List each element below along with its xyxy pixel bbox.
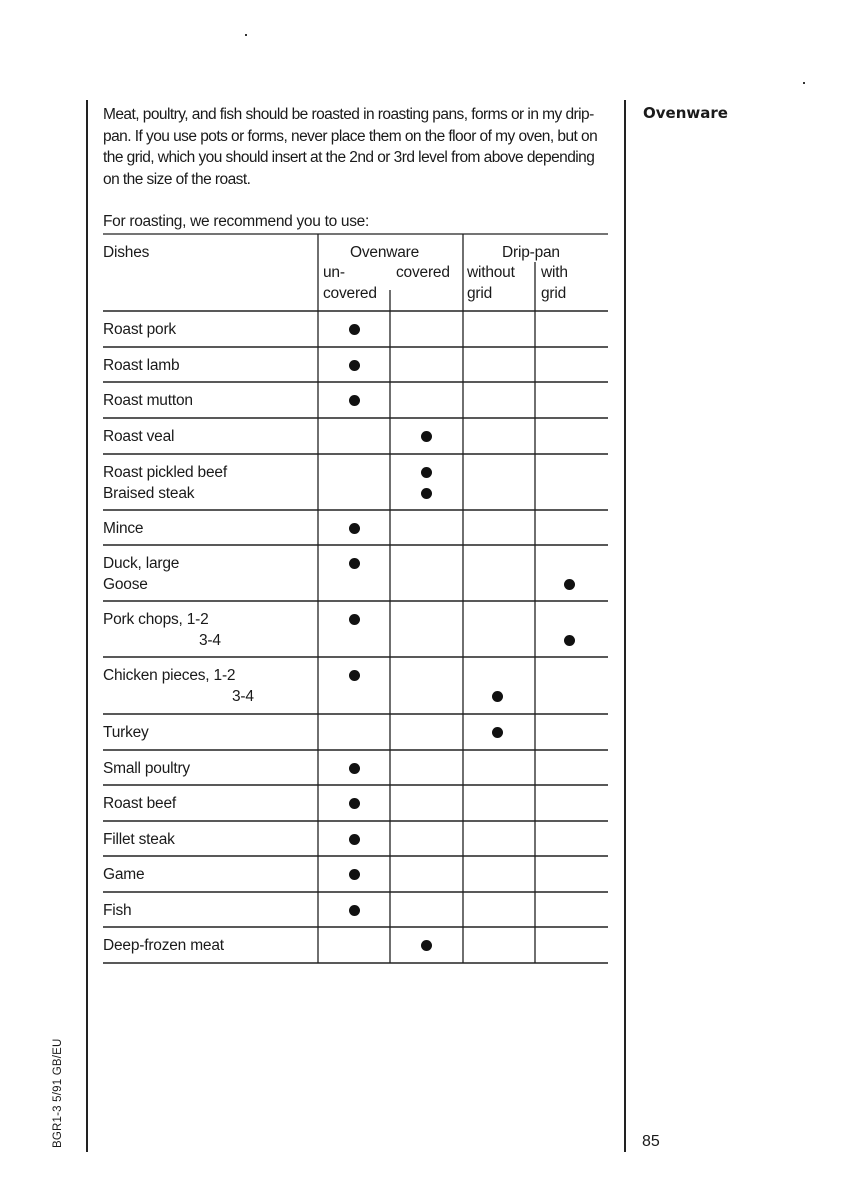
recommendation-dot [564,635,575,646]
recommendation-dot [349,869,360,880]
recommendation-dot [349,798,360,809]
dish-name: Roast veal [103,428,175,445]
dish-name: Pork chops, 1-2 [103,611,209,628]
recommendation-dot [492,691,503,702]
dish-name: Roast mutton [103,392,193,409]
recommendation-dot [349,905,360,916]
header-covered: covered [396,264,450,281]
recommendation-dot [421,431,432,442]
recommendation-dot [421,940,432,951]
page-number: 85 [642,1133,660,1150]
header-ovenware: Ovenware [350,244,420,261]
recommendation-dot [564,579,575,590]
dish-name: Roast pork [103,321,176,338]
header-dishes: Dishes [103,244,150,261]
dish-name: 3-4 [232,688,254,705]
dish-name: Goose [103,576,148,593]
header-without-grid: without grid [467,264,515,302]
dish-name: Mince [103,520,144,537]
recommendation-dot [492,727,503,738]
recommendation-dot [349,670,360,681]
recommendation-dot [349,395,360,406]
dish-name: Fish [103,902,132,919]
dish-name: Fillet steak [103,831,175,848]
header-drip-pan: Drip-pan [502,244,560,261]
header-uncovered: un- covered [323,264,377,302]
recommendation-dot [349,360,360,371]
header-with-grid: with grid [541,264,568,302]
dish-name: Game [103,866,145,883]
dish-name: Turkey [103,724,149,741]
dish-name: Roast lamb [103,357,180,374]
margin-document-code: BGR1-3 5/91 GB/EU [52,1038,64,1148]
dish-name: 3-4 [199,632,221,649]
dish-name: Roast pickled beef [103,464,227,481]
recommend-text: For roasting, we recommend you to use: [103,213,370,230]
recommendation-dot [349,523,360,534]
recommendation-dot [421,467,432,478]
dish-name: Deep-frozen meat [103,937,224,954]
dish-name: Braised steak [103,485,195,502]
recommendation-dot [349,614,360,625]
dish-name: Small poultry [103,760,190,777]
recommendation-dot [421,488,432,499]
dish-name: Chicken pieces, 1-2 [103,667,236,684]
dish-name: Roast beef [103,795,176,812]
recommendation-dot [349,763,360,774]
recommendation-dot [349,834,360,845]
recommendation-dot [349,558,360,569]
section-heading: Ovenware [643,104,728,122]
recommendation-dot [349,324,360,335]
intro-paragraph: Meat, poultry, and fish should be roasted in roasting pans, forms or in my drip-pan. If you use pots or forms, never place them on the floor of my oven, but on the grid, which you should insert at the 2nd or 3rd level from above depending on the size of the roast. [103,106,598,188]
dish-name: Duck, large [103,555,180,572]
